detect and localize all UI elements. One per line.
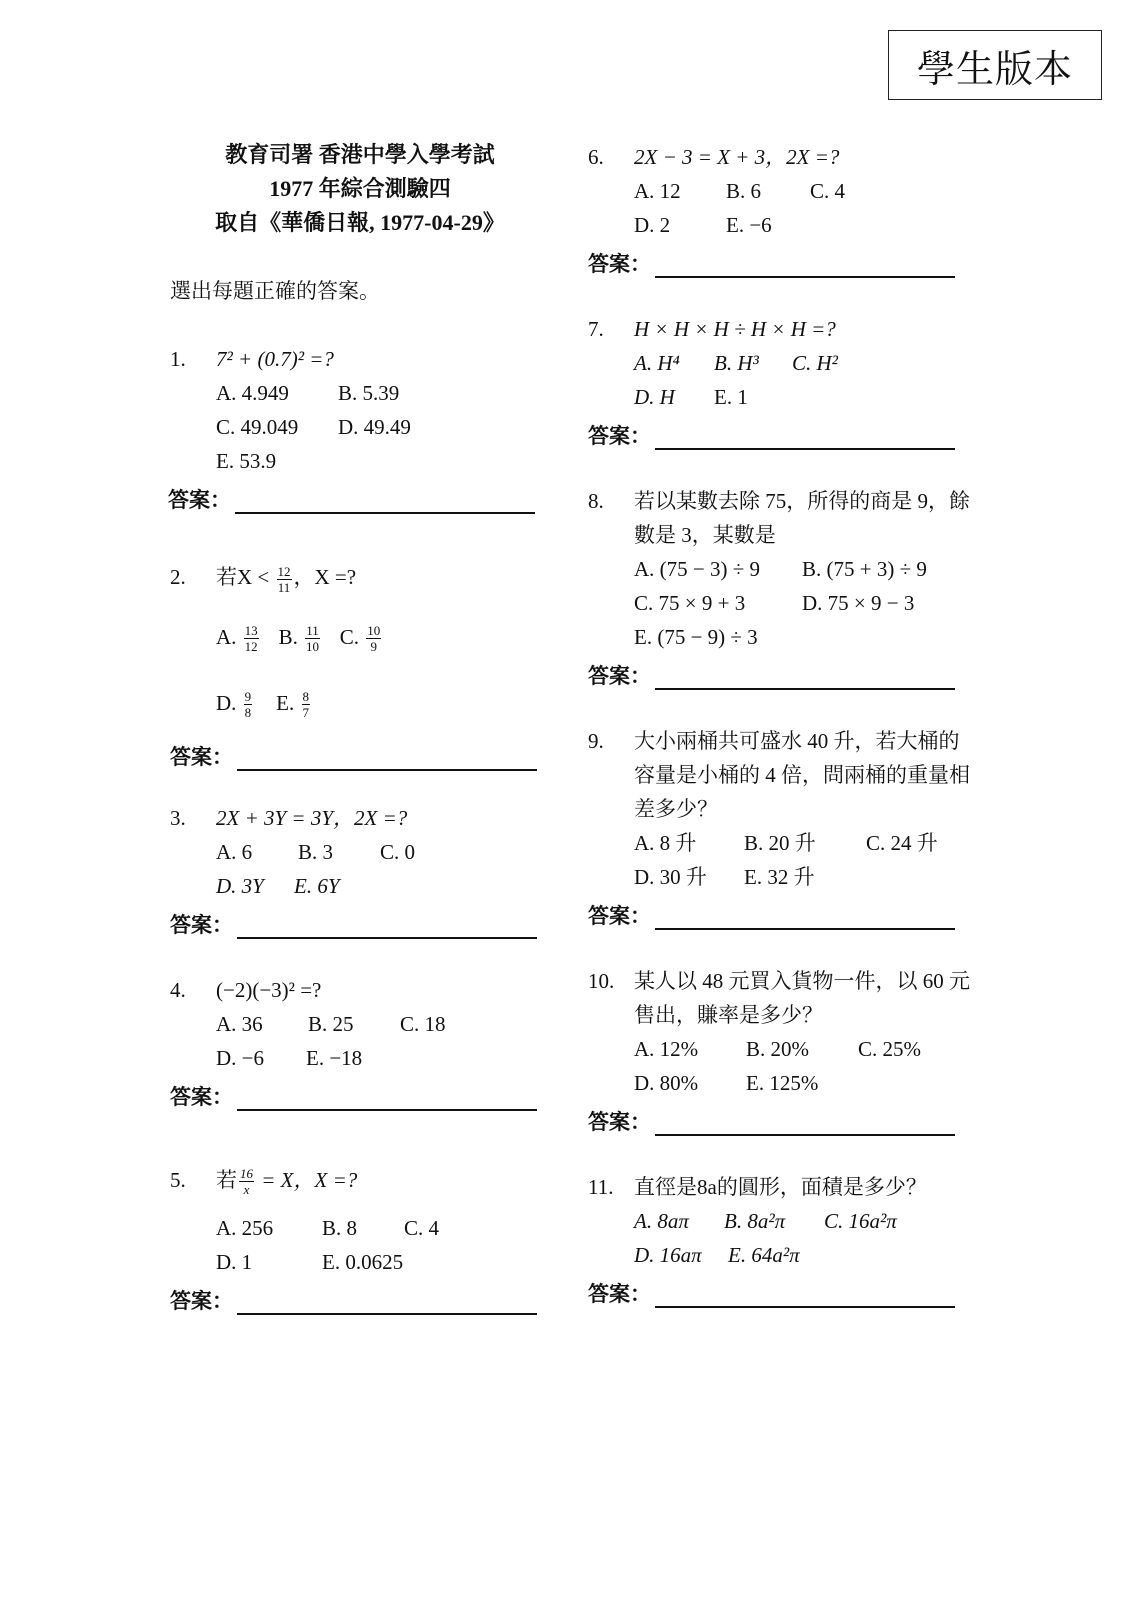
answer-label: 答案： <box>170 744 233 769</box>
option-c: C. $\frac{10}{9}$ <box>339 623 381 655</box>
question-number: 9. <box>588 729 604 753</box>
answer-field[interactable] <box>655 1112 955 1136</box>
option-c: C. 0 <box>380 839 416 864</box>
option-b: B. 3 <box>298 839 334 864</box>
answer-field[interactable] <box>237 1291 537 1315</box>
question-6 <box>588 140 978 278</box>
option-a: A. (75 − 3) ÷ 9 <box>634 557 761 581</box>
question-number: 1. <box>170 347 186 371</box>
option-d: D. $\frac{9}{8}$ <box>216 689 252 721</box>
question-stem: (−2)(−3)² =? <box>216 977 322 1002</box>
right-column <box>588 140 978 1308</box>
option-c: C. 25% <box>858 1037 921 1061</box>
answer-label: 答案： <box>170 912 233 937</box>
answer-label: 答案： <box>588 1110 651 1134</box>
question-number: 5. <box>170 1167 186 1192</box>
question-number: 10. <box>588 969 615 993</box>
option-e: E. −6 <box>726 213 772 237</box>
question-number: 8. <box>588 489 604 513</box>
answer-label: 答案： <box>588 424 651 448</box>
option-d: D. 30 升 <box>634 865 707 889</box>
question-9 <box>588 724 978 930</box>
option-c: C. 24 升 <box>866 831 938 855</box>
option-a: A. 6 <box>216 839 253 864</box>
answer-label: 答案： <box>588 252 651 276</box>
option-e: E. $\frac{8}{7}$ <box>276 689 309 721</box>
option-e: E. (75 − 9) ÷ 3 <box>634 625 758 649</box>
option-a: A. 36 <box>216 1011 263 1036</box>
answer-field[interactable] <box>235 490 535 514</box>
header-line-3: 取自《華僑日報, 1977-04-29》 <box>215 210 505 235</box>
question-number: 2. <box>170 565 186 589</box>
answer-field[interactable] <box>655 1284 955 1308</box>
question-stem-pre: 若 <box>216 1167 237 1192</box>
question-stem: 某人以 48 元買入貨物一件，以 60 元售出，賺率是多少？ <box>634 969 970 1027</box>
exam-header <box>170 138 550 240</box>
question-stem: 2X − 3 = X + 3，2X =? <box>634 145 840 169</box>
answer-label: 答案： <box>588 1282 651 1306</box>
question-number: 3. <box>170 805 186 830</box>
option-e: E. 32 升 <box>744 865 815 889</box>
option-b: B. $\frac{11}{10}$ <box>278 623 319 655</box>
question-11 <box>588 1170 978 1308</box>
student-version-badge: 學生版本 <box>888 30 1102 100</box>
question-number: 11. <box>588 1175 614 1199</box>
question-number: 7. <box>588 317 604 341</box>
option-c: C. 49.049 <box>216 415 299 439</box>
option-c: C. 16a²π <box>824 1209 897 1233</box>
question-8 <box>588 484 978 690</box>
option-d: D. −6 <box>216 1045 265 1070</box>
question-10 <box>588 964 978 1136</box>
question-stem: 大小兩桶共可盛水 40 升，若大桶的容量是小桶的 4 倍，問兩桶的重量相差多少？ <box>634 729 970 821</box>
answer-field[interactable] <box>237 747 537 771</box>
header-line-1: 教育司署 香港中學入學考試 <box>225 142 495 167</box>
option-b: B. 20% <box>746 1037 809 1061</box>
option-b: B. 25 <box>308 1011 354 1036</box>
question-stem: H × H × H ÷ H × H =? <box>634 317 836 341</box>
answer-field[interactable] <box>655 906 955 930</box>
option-e: E. 125% <box>746 1071 819 1095</box>
option-a: A. 8 升 <box>634 831 697 855</box>
option-c: C. 4 <box>810 179 846 203</box>
answer-label: 答案： <box>168 488 231 512</box>
option-a: A. 12 <box>634 179 681 203</box>
answer-label: 答案： <box>588 664 651 688</box>
answer-field[interactable] <box>655 666 955 690</box>
option-a: A. H⁴ <box>634 351 680 375</box>
option-e: E. 1 <box>714 385 748 409</box>
option-d: D. H <box>634 385 675 409</box>
option-b: B. (75 + 3) ÷ 9 <box>802 557 927 581</box>
question-7 <box>588 312 978 450</box>
option-d: D. 80% <box>634 1071 699 1095</box>
option-d: D. 3Y <box>216 873 264 898</box>
option-b: B. 8 <box>322 1216 358 1241</box>
option-e: E. 0.0625 <box>322 1250 404 1275</box>
question-1 <box>170 342 560 514</box>
question-stem-post: ，X =? <box>293 565 357 589</box>
option-e: E. 6Y <box>294 873 340 898</box>
option-e: E. −18 <box>306 1045 363 1070</box>
question-2 <box>170 560 560 771</box>
option-c: C. 18 <box>400 1011 446 1036</box>
question-number: 4. <box>170 977 186 1002</box>
question-stem: 7² + (0.7)² =? <box>216 347 334 371</box>
option-a: A. 256 <box>216 1216 274 1241</box>
answer-field[interactable] <box>237 1087 537 1111</box>
option-b: B. H³ <box>714 351 759 375</box>
option-c: C. H² <box>792 351 838 375</box>
option-b: B. 5.39 <box>338 381 400 405</box>
option-a: A. 12% <box>634 1037 699 1061</box>
option-b: B. 20 升 <box>744 831 816 855</box>
instruction: 選出每題正確的答案。 <box>170 279 380 303</box>
option-c: C. 4 <box>404 1216 440 1241</box>
fraction: $\frac{12}{11}$ <box>277 563 291 595</box>
option-d: D. 16aπ <box>634 1243 702 1267</box>
left-column <box>170 342 560 1315</box>
option-a: A. $\frac{13}{12}$ <box>216 623 258 655</box>
question-stem: 直徑是8a的圓形，面積是多少？ <box>634 1175 927 1199</box>
question-5 <box>170 1163 560 1316</box>
option-e: E. 53.9 <box>216 449 277 473</box>
answer-field[interactable] <box>237 915 537 939</box>
option-d: D. 49.49 <box>338 415 411 439</box>
answer-field[interactable] <box>655 426 955 450</box>
option-a: A. 4.949 <box>216 381 289 405</box>
option-d: D. 1 <box>216 1250 253 1275</box>
question-stem: 若以某數去除 75，所得的商是 9，餘數是 3，某數是 <box>634 489 970 547</box>
question-stem: 2X + 3Y = 3Y，2X =? <box>216 805 408 830</box>
fraction: $\frac{16}{x}$ <box>240 1166 253 1198</box>
question-3 <box>170 801 560 939</box>
option-b: B. 6 <box>726 179 762 203</box>
question-4 <box>170 973 560 1111</box>
option-a: A. 8aπ <box>634 1209 689 1233</box>
answer-label: 答案： <box>588 904 651 928</box>
option-b: B. 8a²π <box>724 1209 786 1233</box>
answer-label: 答案： <box>170 1084 233 1109</box>
option-c: C. 75 × 9 + 3 <box>634 591 746 615</box>
option-d: D. 2 <box>634 213 671 237</box>
option-e: E. 64a²π <box>728 1243 800 1267</box>
header-line-2: 1977 年綜合測驗四 <box>269 176 451 201</box>
option-d: D. 75 × 9 − 3 <box>802 591 915 615</box>
answer-label: 答案： <box>170 1289 233 1314</box>
question-stem-post: = X，X =? <box>256 1167 358 1192</box>
answer-field[interactable] <box>655 254 955 278</box>
question-number: 6. <box>588 145 604 169</box>
question-stem-pre: 若X < <box>216 565 275 589</box>
